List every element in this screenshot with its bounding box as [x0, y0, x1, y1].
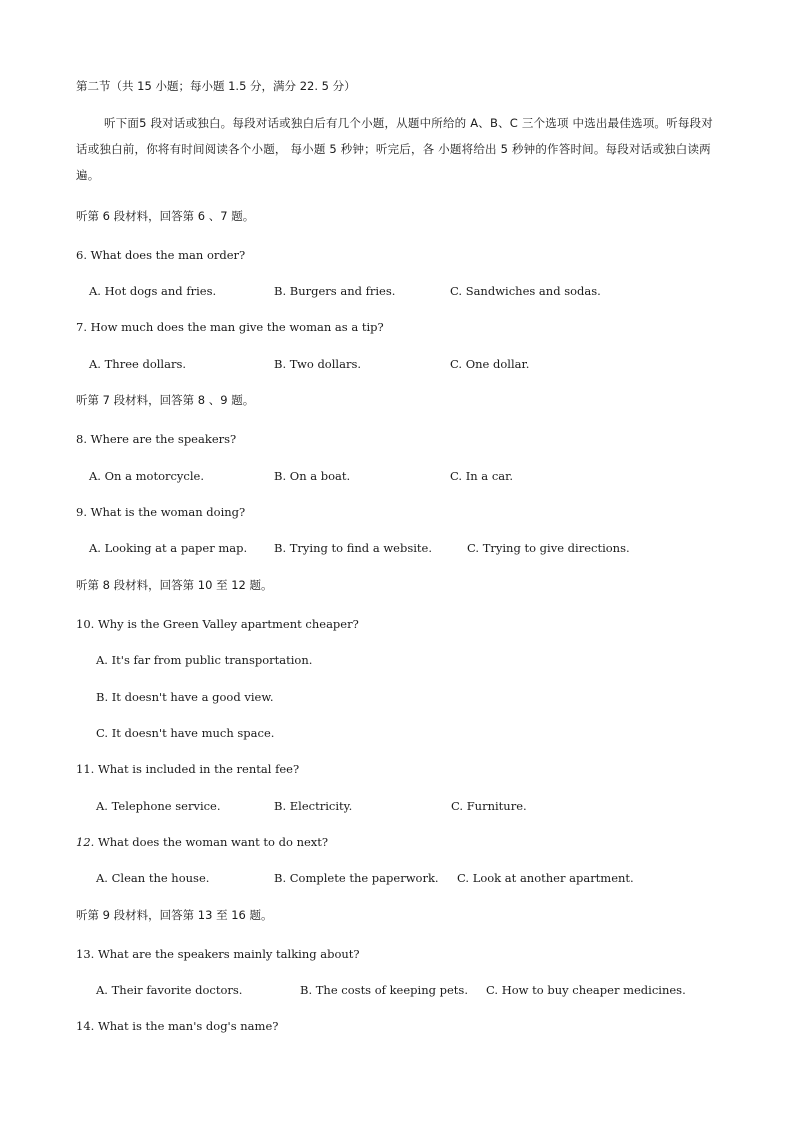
- group-label: 听第 6 段材料，回答第 6 、7 题。: [76, 209, 255, 223]
- section-heading: 第二节（共 15 小题；每小题 1.5 分，满分 22. 5 分）: [76, 79, 356, 93]
- section-instructions: 听下面5 段对话或独白。每段对话或独白后有几个小题，从题中所给的 A、B、C 三个选项 中选出最佳选项。听每段对话或独白前，你将有时间阅读各个小题， 每小题 5 秒钟；听完后，各 小题将给出 5 秒钟的作答时间。每段对话或独白读两遍。: [76, 116, 713, 182]
- option-b: B. It doesn't have a good view.: [96, 690, 274, 704]
- option-b: B. Electricity.: [274, 799, 353, 813]
- option-b: B. Trying to find a website.: [274, 541, 433, 555]
- group-label: 听第 9 段材料，回答第 13 至 16 题。: [76, 908, 273, 922]
- question-stem: 10. Why is the Green Valley apartment cheaper?: [76, 617, 359, 631]
- option-c: C. Trying to give directions.: [467, 541, 630, 555]
- option-a: A. Looking at a paper map.: [89, 541, 248, 555]
- option-c: C. Furniture.: [451, 799, 527, 813]
- group-label: 听第 8 段材料，回答第 10 至 12 题。: [76, 578, 273, 592]
- question-stem: 7. How much does the man give the woman as a tip?: [76, 320, 384, 334]
- option-b: B. Burgers and fries.: [274, 284, 396, 298]
- option-a: A. Clean the house.: [96, 871, 210, 885]
- option-a: A. Their favorite doctors.: [96, 983, 243, 997]
- option-a: A. Telephone service.: [96, 799, 221, 813]
- option-a: A. Hot dogs and fries.: [89, 284, 217, 298]
- option-c: C. Sandwiches and sodas.: [450, 284, 601, 298]
- option-b: B. The costs of keeping pets.: [300, 983, 468, 997]
- question-stem: 14. What is the man's dog's name?: [76, 1019, 279, 1033]
- option-a: A. On a motorcycle.: [89, 469, 205, 483]
- question-stem: 13. What are the speakers mainly talking about?: [76, 947, 360, 961]
- option-b: B. Two dollars.: [274, 357, 361, 371]
- group-label: 听第 7 段材料，回答第 8 、9 题。: [76, 393, 255, 407]
- question-number: 12.: [76, 835, 95, 849]
- option-a: A. Three dollars.: [89, 357, 187, 371]
- option-c: C. It doesn't have much space.: [96, 726, 275, 740]
- option-c: C. How to buy cheaper medicines.: [486, 983, 686, 997]
- option-c: C. Look at another apartment.: [457, 871, 634, 885]
- question-stem: 8. Where are the speakers?: [76, 432, 237, 446]
- question-stem: [76, 834, 328, 850]
- question-text: What does the woman want to do next?: [94, 835, 329, 849]
- option-c: C. One dollar.: [450, 357, 530, 371]
- option-b: B. On a boat.: [274, 469, 351, 483]
- option-a: A. It's far from public transportation.: [96, 653, 313, 667]
- question-stem: 9. What is the woman doing?: [76, 505, 246, 519]
- question-stem: 6. What does the man order?: [76, 248, 246, 262]
- question-stem: 11. What is included in the rental fee?: [76, 762, 300, 776]
- option-b: B. Complete the paperwork.: [274, 871, 439, 885]
- option-c: C. In a car.: [450, 469, 514, 483]
